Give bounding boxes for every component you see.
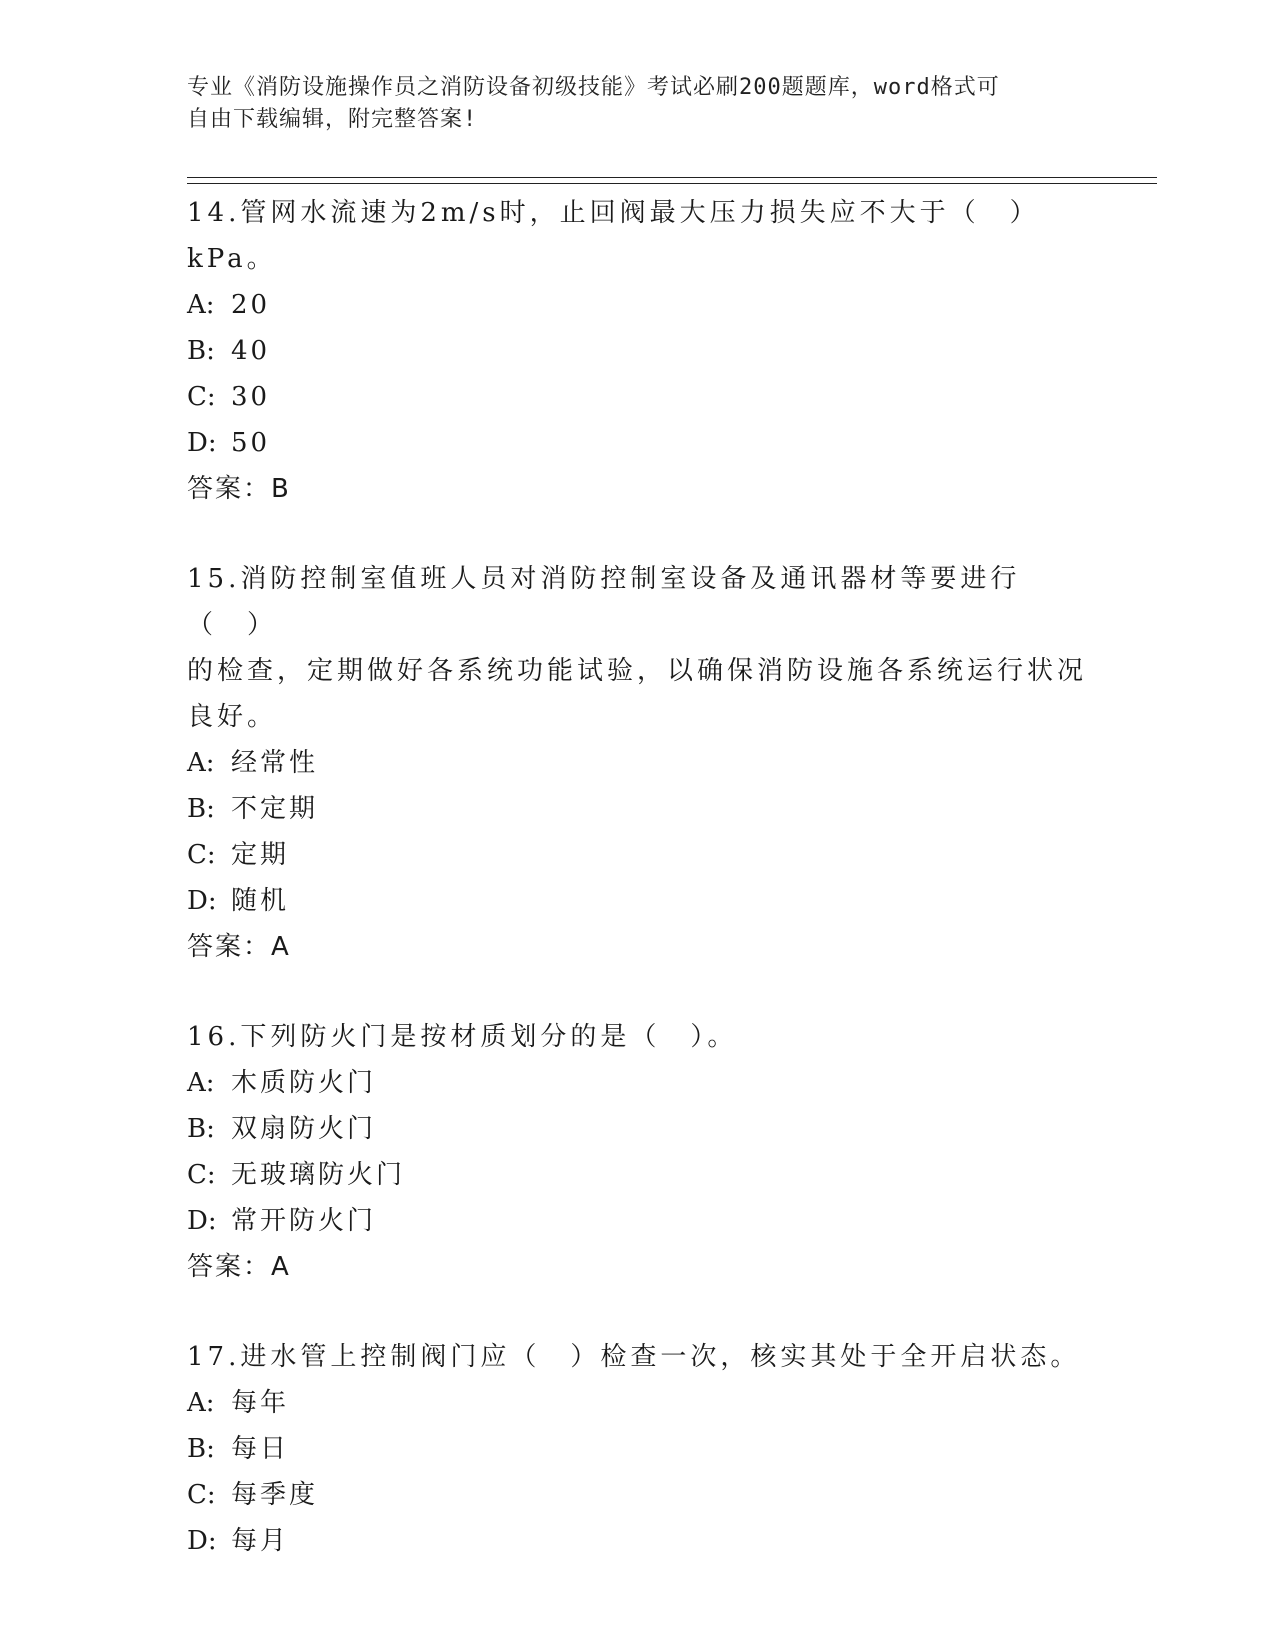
question-16 [187,1014,1087,1290]
option-b [187,786,1087,832]
option-c [187,832,1087,878]
option-a [187,1060,1087,1106]
option-label: D: [187,1526,217,1556]
document-header [187,72,1067,136]
option-label: C: [187,840,216,870]
option-c [187,1472,1087,1518]
option-d [187,878,1087,924]
option-label: C: [187,1480,216,1510]
answer-line: 答案：B [187,474,291,504]
option-label: A: [187,290,215,320]
option-text: 常开防火门 [231,1206,377,1236]
option-b [187,328,1087,374]
answer-line: 答案：A [187,1252,291,1282]
option-text: 40 [231,336,271,366]
option-label: C: [187,1160,216,1190]
option-text: 定期 [231,840,290,870]
option-d [187,1198,1087,1244]
question-14 [187,190,1087,512]
option-label: D: [187,1206,217,1236]
option-label: A: [187,1388,215,1418]
option-text: 20 [231,290,271,320]
option-text: 随机 [231,886,290,916]
question-stem: 14.管网水流速为2m/s时，止回阀最大压力损失应不大于（ ）kPa。 [187,198,1040,274]
option-b [187,1106,1087,1152]
option-text: 无玻璃防火门 [231,1160,406,1190]
header-line-1: 专业《消防设施操作员之消防设备初级技能》考试必刷200题题库，word格式可 [187,75,1000,100]
option-text: 30 [231,382,271,412]
question-stem: 16.下列防火门是按材质划分的是（ ）。 [187,1022,738,1052]
answer-line: 答案：A [187,932,291,962]
question-stem-line-3: 良好。 [187,702,278,732]
option-label: B: [187,1114,215,1144]
question-stem-line-1: 15.消防控制室值班人员对消防控制室设备及通讯器材等要进行（ ） [187,564,1021,640]
option-label: D: [187,428,217,458]
option-text: 每月 [231,1526,290,1556]
header-divider [187,177,1157,184]
question-17 [187,1334,1087,1564]
question-stem: 17.进水管上控制阀门应（ ）检查一次，核实其处于全开启状态。 [187,1342,1081,1372]
option-b [187,1426,1087,1472]
option-label: B: [187,1434,215,1464]
question-list [187,190,1087,1608]
question-15 [187,556,1087,970]
option-text: 每日 [231,1434,290,1464]
option-label: D: [187,886,217,916]
option-a [187,1380,1087,1426]
option-d [187,420,1087,466]
option-d [187,1518,1087,1564]
option-c [187,1152,1087,1198]
option-text: 50 [231,428,271,458]
option-text: 每季度 [231,1480,319,1510]
option-text: 木质防火门 [231,1068,377,1098]
option-text: 双扇防火门 [231,1114,377,1144]
option-label: A: [187,1068,215,1098]
option-label: B: [187,794,215,824]
option-text: 不定期 [231,794,319,824]
option-a [187,740,1087,786]
option-label: B: [187,336,215,366]
question-stem-line-2: 的检查，定期做好各系统功能试验，以确保消防设施各系统运行状况 [187,656,1088,686]
option-label: A: [187,748,215,778]
option-text: 每年 [231,1388,290,1418]
header-line-2: 自由下载编辑，附完整答案! [187,107,478,132]
option-label: C: [187,382,216,412]
option-text: 经常性 [231,748,319,778]
option-c [187,374,1087,420]
option-a [187,282,1087,328]
